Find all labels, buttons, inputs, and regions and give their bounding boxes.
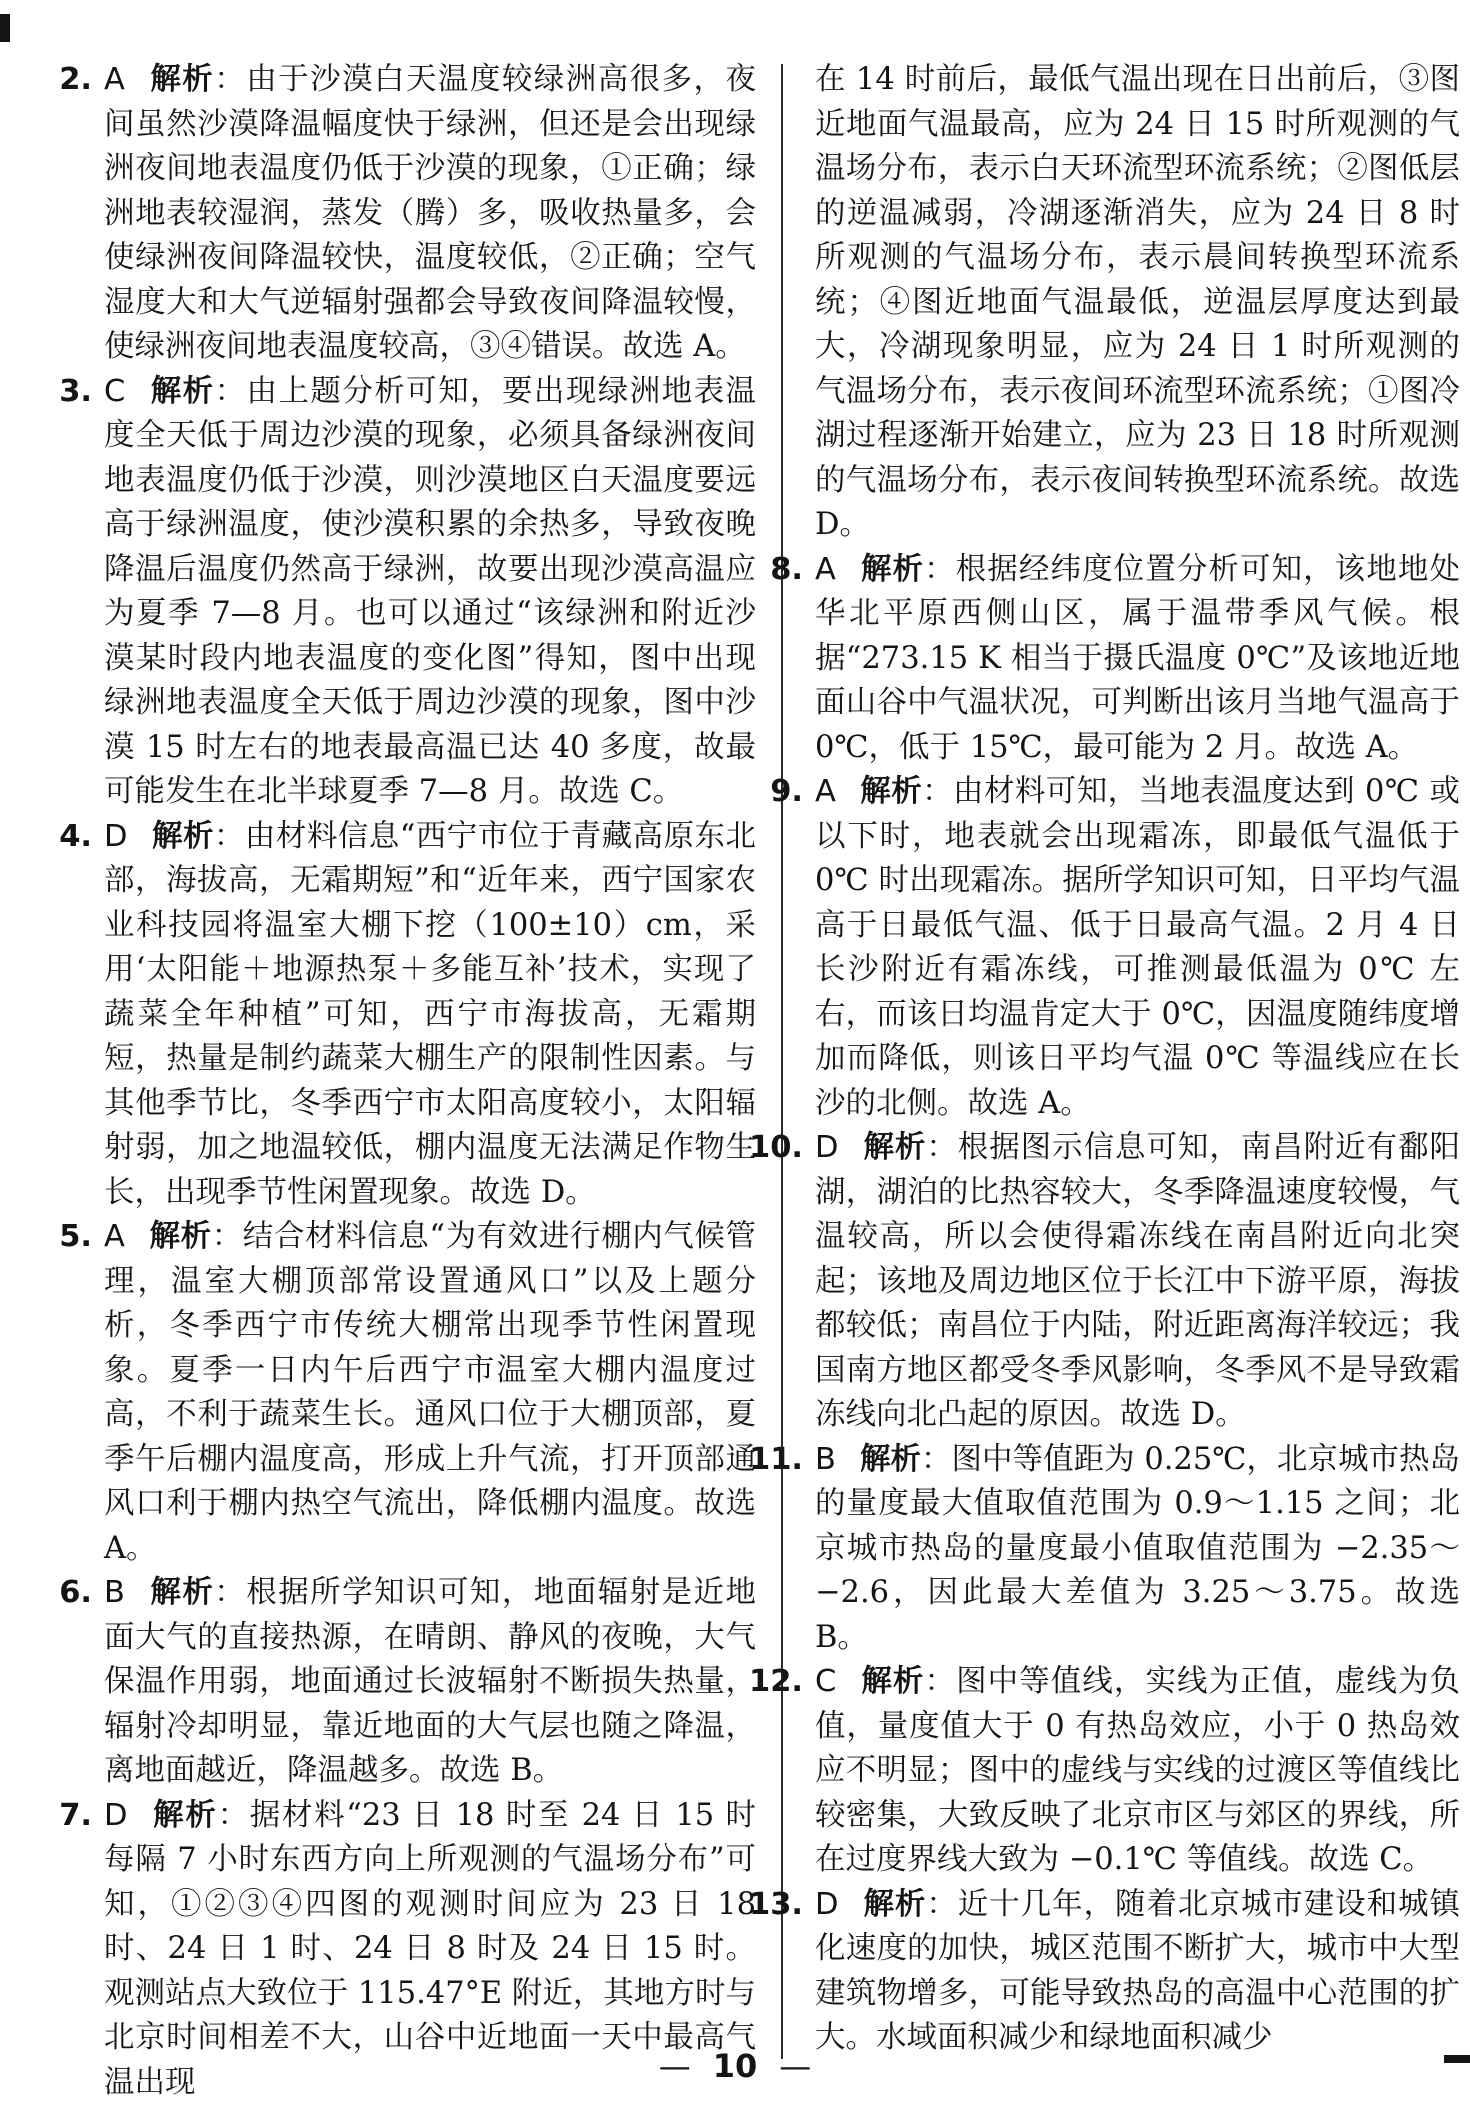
answer-choice: D xyxy=(815,1886,839,1922)
analysis-text: ：结合材料信息“为有效进行棚内气候管理，温室大棚顶部常设置通风口”以及上题分析，冬季西宁市传统大棚常出现季节性闲置现象。夏季一日内午后西宁市温室大棚内温度过高，不利于蔬菜生长。通风口位于大棚顶部，夏季午后棚内温度高，形成上升气流，打开顶部通风口利于棚内热空气流出，降低棚内温度。故选 A。 xyxy=(104,1219,757,1566)
answer-choice: A xyxy=(815,551,836,587)
answer-choice: B xyxy=(815,1441,836,1477)
answer-choice: A xyxy=(104,62,125,97)
answer-choice: A xyxy=(104,1219,125,1254)
answer-choice: A xyxy=(815,774,836,809)
analysis-label: 解析 xyxy=(151,818,214,854)
analysis-text: ：图中等值线，实线为正值，虚线为负值，量度值大于 0 有热岛效应，小于 0 热岛效应不明显；图中的虚线与实线的过渡区等值线比较密集，大致反映了北京市区与郊区的界线，所在过度界线大致为 −0.1℃ 等值线。故选 C。 xyxy=(815,1664,1461,1877)
analysis-label: 解析 xyxy=(859,1441,921,1477)
question-number: 12. xyxy=(748,1664,803,1699)
question-number: 4. xyxy=(59,818,92,854)
analysis-text: ：根据经纬度位置分析可知，该地地处华北平原西侧山区，属于温带季风气候。根据“273.15 K 相当于摄氏温度 0℃”及该地近地面山谷中气温状况，可判断出该月当地气温高于 0℃，低于 15℃，最可能为 2 月。故选 A。 xyxy=(815,551,1461,765)
analysis-label: 解析 xyxy=(149,373,215,409)
analysis-label: 解析 xyxy=(148,1575,215,1610)
answer-item xyxy=(59,370,757,815)
column-divider xyxy=(781,64,783,2059)
question-number: 5. xyxy=(59,1219,92,1254)
analysis-text: ：由材料信息“西宁市位于青藏高原东北部，海拔高，无霜期短”和“近年来，西宁国家农业科技园将温室大棚下挖（100±10）cm，采用‘太阳能＋地源热泵＋多能互补’技术，实现了蔬菜全年种植”可知，西宁市海拔高，无霜期短，热量是制约蔬菜大棚生产的限制性因素。与其他季节比，冬季西宁市太阳高度较小，太阳辐射弱，加之地温较低，棚内温度无法满足作物生长，出现季节性闲置现象。故选 D。 xyxy=(104,818,757,1210)
answer-item xyxy=(59,1215,757,1571)
analysis-label: 解析 xyxy=(148,62,215,97)
question-number: 3. xyxy=(59,373,92,409)
analysis-label: 解析 xyxy=(860,1664,925,1699)
answer-item xyxy=(748,1660,1461,1883)
answer-item xyxy=(748,1438,1460,1661)
answer-item xyxy=(748,1883,1461,2061)
analysis-text: ：根据所学知识可知，地面辐射是近地面大气的直接热源，在晴朗、静风的夜晚，大气保温作用弱，地面通过长波辐射不断损失热量，辐射冷却明显，靠近地面的大气层也随之降温，离地面越近，降温越多。故选 B。 xyxy=(104,1575,757,1788)
answer-choice: D xyxy=(104,1797,128,1833)
answer-item xyxy=(59,1571,757,1794)
analysis-label: 解析 xyxy=(862,1130,927,1165)
analysis-label: 解析 xyxy=(859,774,923,809)
page-number-value: 10 xyxy=(712,2047,758,2085)
left-column xyxy=(59,58,757,2105)
page-edge-mark xyxy=(0,14,10,42)
analysis-text: ：由于沙漠白天温度较绿洲高很多，夜间虽然沙漠降温幅度快于绿洲，但还是会出现绿洲夜间地表温度仍低于沙漠的现象，①正确；绿洲地表较湿润，蒸发（腾）多，吸收热量多，会使绿洲夜间降温较快，温度较低，②正确；空气湿度大和大气逆辐射强都会导致夜间降温较慢，使绿洲夜间地表温度较高，③④错误。故选 A。 xyxy=(104,62,757,364)
question-number: 2. xyxy=(59,62,92,97)
answer-item xyxy=(770,548,1461,771)
question-number: 13. xyxy=(748,1886,803,1922)
question-number: 6. xyxy=(59,1575,92,1610)
analysis-text: ：图中等值距为 0.25℃，北京城市热岛的量度最大值取值范围为 0.9～1.15 之间；北京城市热岛的量度最小值取值范围为 −2.35～−2.6，因此最大差值为 3.25～3.75。故选 B。 xyxy=(815,1441,1460,1655)
question-number: 8. xyxy=(770,551,803,587)
answer-item xyxy=(770,770,1460,1126)
answer-choice: D xyxy=(815,1130,839,1165)
question-number: 9. xyxy=(770,774,803,809)
analysis-text: ：根据图示信息可知，南昌附近有鄱阳湖，湖泊的比热容较大，冬季降温速度较慢，气温较高，所以会使得霜冻线在南昌附近向北突起；该地及周边地区位于长江中下游平原，海拔都较低；南昌位于内陆，附近距离海洋较远；我国南方地区都受冬季风影响，冬季风不是导致霜冻线向北凸起的原因。故选 D。 xyxy=(815,1130,1461,1432)
analysis-text: ：由上题分析可知，要出现绿洲地表温度全天低于周边沙漠的现象，必须具备绿洲夜间地表温度仍低于沙漠，则沙漠地区白天温度要远高于绿洲温度，使沙漠积累的余热多，导致夜晚降温后温度仍然高于绿洲，故要出现沙漠高温应为夏季 7—8 月。也可以通过“该绿洲和附近沙漠某时段内地表温度的变化图”得知，图中出现绿洲地表温度全天低于周边沙漠的现象，图中沙漠 15 时左右的地表最高温已达 40 多度，故最可能发生在北半球夏季 7—8 月。故选 C。 xyxy=(104,373,757,809)
analysis-label: 解析 xyxy=(148,1219,212,1254)
analysis-text: ：据材料“23 日 18 时至 24 日 15 时每隔 7 小时东西方向上所观测的气温场分布”可知，①②③④四图的观测时间应为 23 日 18 时、24 日 1 时、24 日 8 时及 24 日 15 时。观测站点大致位于 115.47°E 附近，其地方时与北京时间相差不大，山谷中近地面一天中最高气温出现 xyxy=(104,1797,757,2100)
analysis-text: ：由材料可知，当地表温度达到 0℃ 或以下时，地表就会出现霜冻，即最低气温低于 0℃ 时出现霜冻。据所学知识可知，日平均气温高于日最低气温、低于日最高气温。2 月 4 日长沙附近有霜冻线，可推测最低温为 0℃ 左右，而该日均温肯定大于 0℃，因温度随纬度增加而降低，则该日平均气温 0℃ 等温线应在长沙的北侧。故选 A。 xyxy=(815,774,1460,1121)
answer-choice: C xyxy=(815,1664,837,1699)
answer-choice: B xyxy=(104,1575,125,1610)
analysis-text: ：近十几年，随着北京城市建设和城镇化速度的加快，城区范围不断扩大，城市中大型建筑物增多，可能导致热岛的高温中心范围的扩大。水域面积减少和绿地面积减少 xyxy=(815,1886,1461,2055)
page-number: — 10 — xyxy=(658,2047,812,2085)
answer-choice: C xyxy=(104,373,126,409)
continuation-paragraph: 在 14 时前后，最低气温出现在日出前后，③图近地面气温最高，应为 24 日 15 时所观测的气温场分布，表示白天环流型环流系统；②图低层的逆温减弱，冷湖逐渐消失，应为 24 日 8 时所观测的气温场分布，表示晨间转换型环流系统；④图近地面气温最低，逆温层厚度达到最大，冷湖现象明显，应为 24 日 1 时所观测的气温场分布，表示夜间环流型环流系统；①图冷湖过程逐渐开始建立，应为 23 日 18 时所观测的气温场分布，表示夜间转换型环流系统。故选 D。 xyxy=(815,62,1460,542)
analysis-label: 解析 xyxy=(859,551,925,587)
answer-item xyxy=(59,58,757,370)
question-number: 10. xyxy=(748,1130,803,1165)
answer-item xyxy=(748,1126,1461,1438)
question-number: 11. xyxy=(748,1441,803,1477)
right-column xyxy=(748,58,1461,2061)
answer-item xyxy=(59,815,757,1216)
question-number: 7. xyxy=(59,1797,92,1833)
answer-choice: D xyxy=(104,818,128,854)
analysis-label: 解析 xyxy=(862,1886,927,1922)
analysis-label: 解析 xyxy=(151,1797,218,1833)
